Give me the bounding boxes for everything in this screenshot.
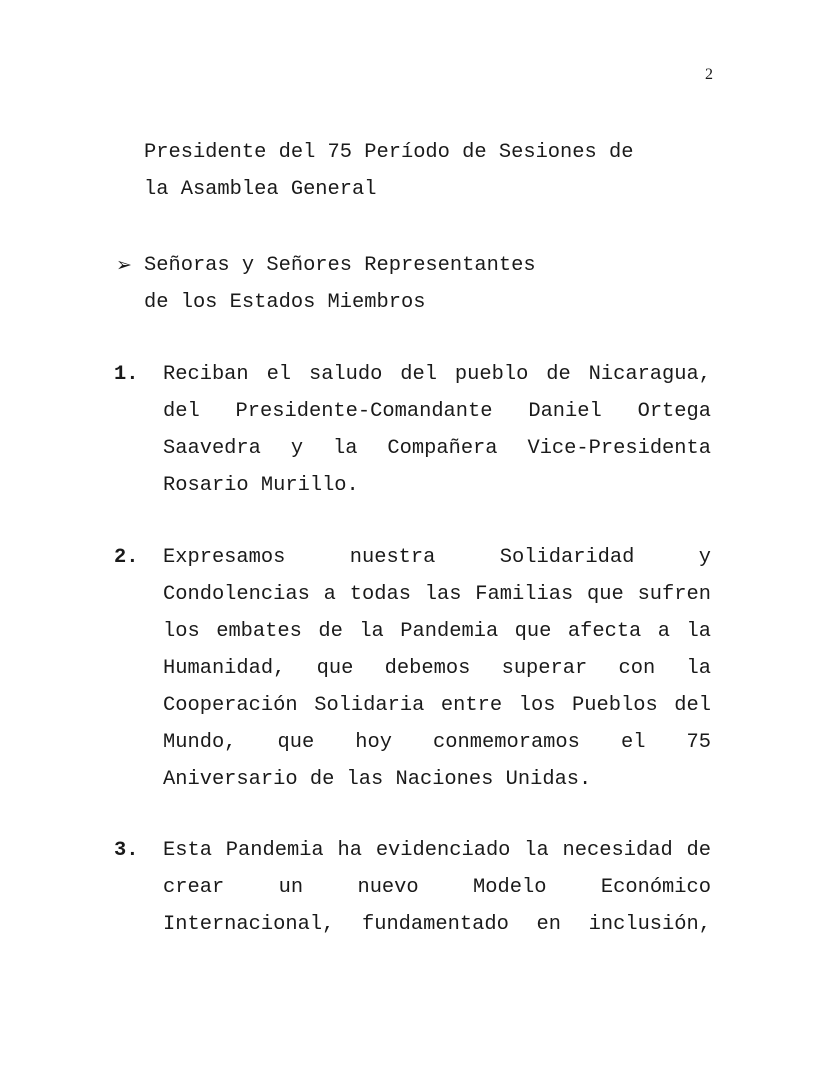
paragraph-text: Reciban el saludo del pueblo de Nicaragua, del Presidente-Comandante Daniel Ortega Saavedra y la Compañera Vice-Presidenta Rosario Murillo. [163,363,711,497]
addressee-bullet [116,247,704,321]
bullet-line-1: Señoras y Señores Representantes [144,254,536,277]
numbered-paragraph-2 [114,539,711,798]
heading-line-1: Presidente del 75 Período de Sesiones de [144,141,634,164]
paragraph-text: Expresamos nuestra Solidaridad y Condolencias a todas las Familias que sufren los embates de la Pandemia que afecta a la Humanidad, que debemos superar con la Cooperación Solidaria entre los Pueblos del Mundo, que hoy conmemoramos el 75 Aniversario de las Naciones Unidas. [163,546,711,791]
numbered-paragraph-1 [114,356,711,504]
heading-line-2: la Asamblea General [144,178,377,201]
numbered-paragraph-3 [114,832,711,943]
arrow-bullet-icon: ➢ [116,254,132,276]
paragraph-number: 2. [114,546,139,569]
page-number: 2 [705,66,713,83]
paragraph-number: 1. [114,363,139,386]
bullet-line-2: de los Estados Miembros [144,291,426,314]
paragraph-text: Esta Pandemia ha evidenciado la necesidad de crear un nuevo Modelo Económico Internacional, fundamentado en inclusión, [163,839,711,936]
addressee-heading [144,134,704,208]
paragraph-number: 3. [114,839,139,862]
